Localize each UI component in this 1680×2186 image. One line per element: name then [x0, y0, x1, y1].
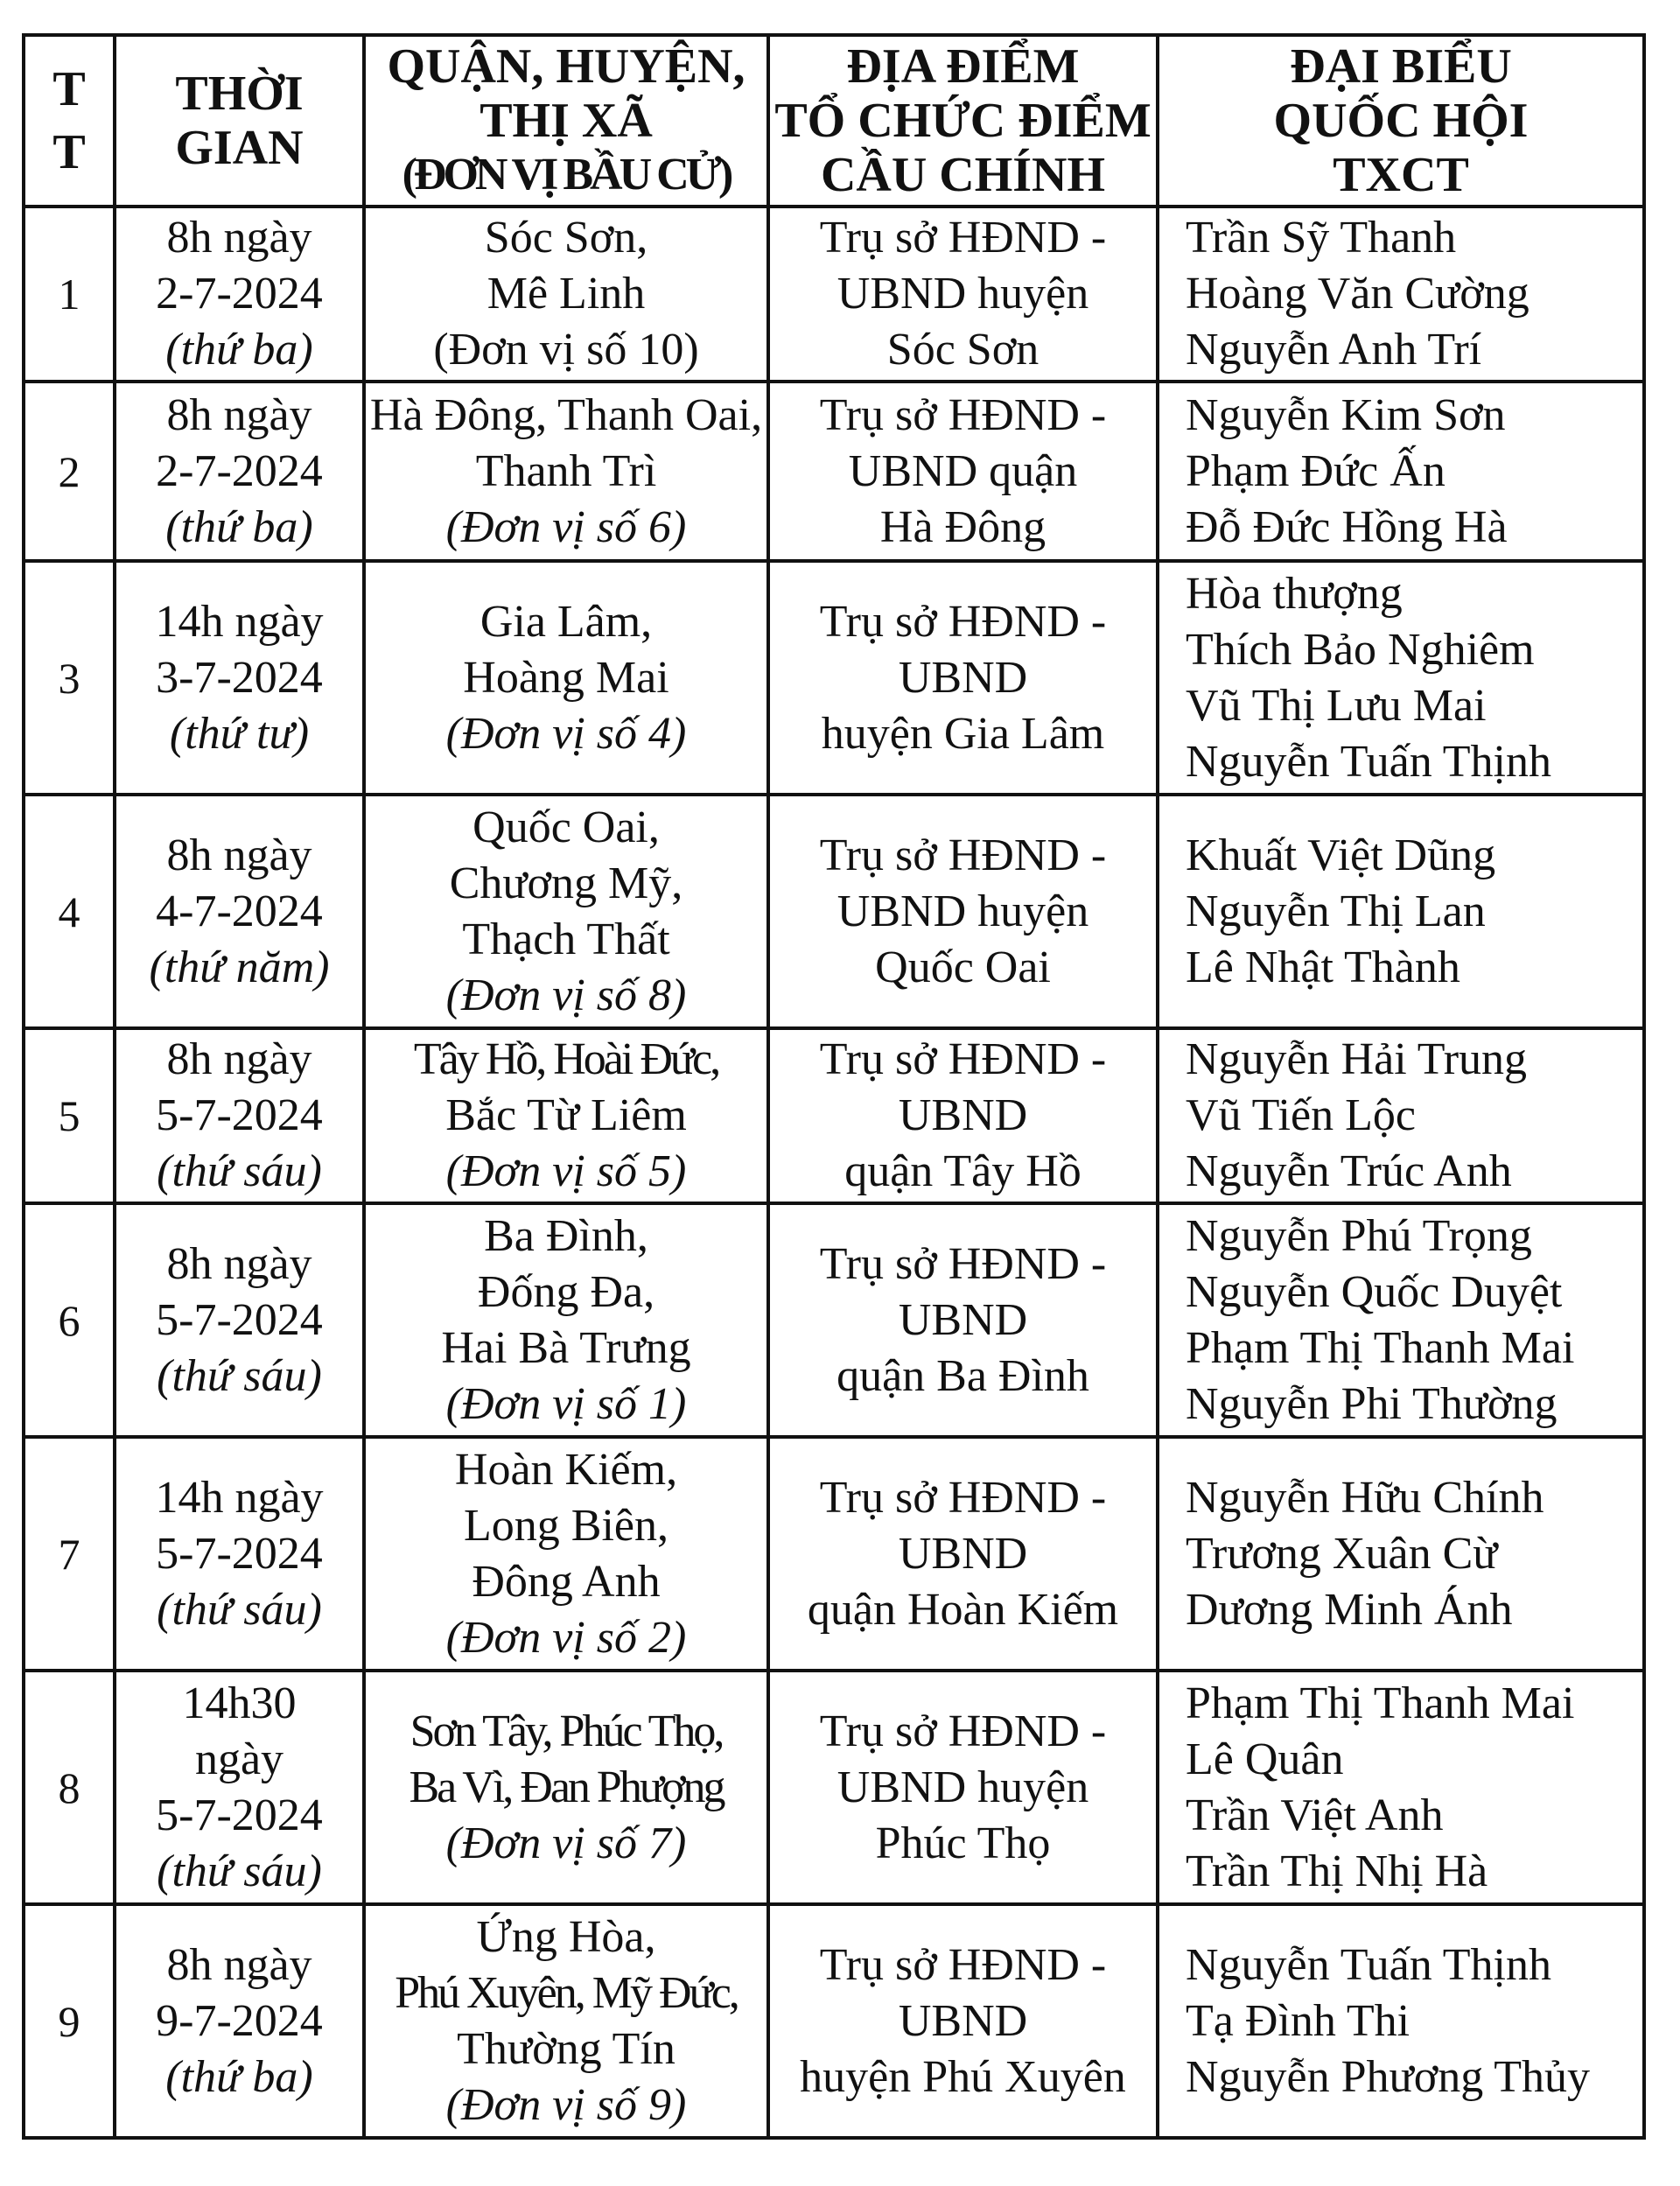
unit-number: (Đơn vị số 8) — [445, 970, 687, 1020]
row-number: 9 — [24, 1904, 115, 2138]
delegate-name: Vũ Thị Lưu Mai — [1186, 680, 1487, 731]
venue-line: Hà Đông — [879, 501, 1046, 552]
time-line: 8h ngày — [166, 389, 312, 440]
row-venue — [768, 1437, 1158, 1671]
delegate-name: Phạm Thị Thanh Mai — [1186, 1678, 1575, 1728]
row-time — [115, 795, 364, 1028]
row-electoral-unit — [364, 1904, 768, 2138]
row-time — [115, 561, 364, 795]
time-line: 5-7-2024 — [156, 1294, 323, 1345]
time-line: 8h ngày — [166, 1034, 312, 1084]
time-line: 2-7-2024 — [156, 445, 323, 496]
row-venue — [768, 1904, 1158, 2138]
unit-number: (Đơn vị số 10) — [433, 325, 699, 375]
venue-line: UBND quận — [848, 445, 1078, 496]
venue-line: UBND — [898, 652, 1028, 703]
row-electoral-unit — [364, 382, 768, 561]
row-venue — [768, 1028, 1158, 1203]
time-line: 5-7-2024 — [156, 1790, 323, 1840]
unit-number: (Đơn vị số 6) — [445, 501, 687, 552]
time-line: 8h ngày — [166, 1238, 312, 1289]
delegate-name: Nguyễn Tuấn Thịnh — [1186, 1939, 1551, 1990]
delegate-name: Nguyễn Phú Trọng — [1186, 1210, 1532, 1261]
venue-line: Trụ sở HĐND - — [819, 1238, 1107, 1289]
venue-line: Trụ sở HĐND - — [819, 1706, 1107, 1756]
row-venue — [768, 207, 1158, 382]
table-row — [24, 1671, 1644, 1904]
delegate-name: Hòa thượng — [1186, 568, 1403, 619]
row-time — [115, 1671, 364, 1904]
row-number: 1 — [24, 207, 115, 382]
row-electoral-unit — [364, 207, 768, 382]
venue-line: Trụ sở HĐND - — [819, 1034, 1107, 1084]
unit-number: (Đơn vị số 4) — [445, 708, 687, 759]
time-line: 8h ngày — [166, 1939, 312, 1990]
unit-line: Gia Lâm, — [480, 596, 653, 647]
row-time — [115, 1028, 364, 1203]
row-delegates — [1158, 207, 1644, 382]
unit-line: Thường Tín — [457, 2023, 676, 2074]
row-number: 4 — [24, 795, 115, 1028]
delegate-name: Trương Xuân Cừ — [1186, 1528, 1498, 1579]
delegate-name: Đỗ Đức Hồng Hà — [1186, 501, 1508, 552]
delegate-name: Khuất Việt Dũng — [1186, 830, 1496, 880]
table-row — [24, 795, 1644, 1028]
delegate-name: Nguyễn Phương Thủy — [1186, 2051, 1591, 2102]
unit-line: Long Biên, — [464, 1500, 668, 1551]
venue-line: UBND — [898, 1528, 1028, 1579]
time-line: 8h ngày — [166, 213, 312, 263]
unit-line: Ứng Hòa, — [476, 1911, 656, 1962]
weekday: (thứ năm) — [149, 942, 330, 992]
unit-line: Ba Vì, Đan Phượng — [409, 1762, 724, 1812]
row-number: 3 — [24, 561, 115, 795]
row-electoral-unit — [364, 561, 768, 795]
delegate-name: Nguyễn Anh Trí — [1186, 325, 1482, 375]
unit-line: Bắc Từ Liêm — [445, 1090, 687, 1140]
weekday: (thứ sáu) — [157, 1146, 322, 1196]
venue-line: UBND huyện — [836, 269, 1089, 319]
table-row — [24, 1904, 1644, 2138]
unit-line: Mê Linh — [486, 269, 646, 319]
row-electoral-unit — [364, 795, 768, 1028]
unit-line: Sóc Sơn, — [484, 213, 648, 263]
row-electoral-unit — [364, 1671, 768, 1904]
delegate-name: Nguyễn Phi Thường — [1186, 1378, 1558, 1429]
venue-line: Trụ sở HĐND - — [819, 1939, 1107, 1990]
time-line: 14h ngày — [155, 1472, 324, 1523]
row-delegates — [1158, 1671, 1644, 1904]
weekday: (thứ sáu) — [157, 1846, 322, 1896]
table-row — [24, 382, 1644, 561]
row-electoral-unit — [364, 1437, 768, 1671]
delegate-name: Lê Quân — [1186, 1734, 1344, 1784]
weekday: (thứ tư) — [169, 708, 310, 759]
venue-line: Trụ sở HĐND - — [819, 830, 1107, 880]
delegate-name: Nguyễn Quốc Duyệt — [1186, 1266, 1563, 1317]
unit-line: Đông Anh — [472, 1556, 661, 1607]
header-place: ĐỊA ĐIỂM TỔ CHỨC ĐIỂM CẦU CHÍNH — [768, 35, 1158, 207]
row-number: 8 — [24, 1671, 115, 1904]
time-line: 5-7-2024 — [156, 1528, 323, 1579]
row-number: 5 — [24, 1028, 115, 1203]
delegate-name: Nguyễn Tuấn Thịnh — [1186, 736, 1551, 787]
row-delegates — [1158, 1028, 1644, 1203]
table-row — [24, 207, 1644, 382]
row-delegates — [1158, 795, 1644, 1028]
unit-number: (Đơn vị số 7) — [445, 1818, 687, 1868]
weekday: (thứ sáu) — [157, 1350, 322, 1401]
venue-line: Trụ sở HĐND - — [819, 389, 1107, 440]
table-row — [24, 1028, 1644, 1203]
unit-line: Hoàn Kiếm, — [454, 1444, 678, 1495]
row-delegates — [1158, 382, 1644, 561]
unit-line: Hai Bà Trưng — [441, 1322, 691, 1373]
header-delegates: ĐẠI BIỂU QUỐC HỘI TXCT — [1158, 35, 1644, 207]
weekday: (thứ ba) — [165, 325, 313, 375]
delegate-name: Trần Việt Anh — [1186, 1790, 1444, 1840]
row-delegates — [1158, 561, 1644, 795]
unit-line: Tây Hồ, Hoài Đức, — [413, 1034, 719, 1084]
meeting-schedule-table — [22, 33, 1646, 2140]
venue-line: UBND huyện — [836, 1762, 1089, 1812]
unit-line: Đống Đa, — [477, 1266, 655, 1317]
unit-line: Quốc Oai, — [472, 802, 660, 852]
table-body — [24, 207, 1644, 2138]
table-row — [24, 561, 1644, 795]
header-unit: QUẬN, HUYỆN, THỊ XÃ (ĐƠN VỊ BẦU CỬ) — [364, 35, 768, 207]
unit-number: (Đơn vị số 5) — [445, 1146, 687, 1196]
weekday: (thứ ba) — [165, 501, 313, 552]
row-delegates — [1158, 1904, 1644, 2138]
delegate-name: Nguyễn Thị Lan — [1186, 886, 1486, 936]
row-venue — [768, 795, 1158, 1028]
venue-line: Trụ sở HĐND - — [819, 1472, 1107, 1523]
venue-line: UBND — [898, 1995, 1028, 2046]
unit-line: Hoàng Mai — [463, 652, 669, 703]
row-time — [115, 1437, 364, 1671]
delegate-name: Nguyễn Kim Sơn — [1186, 389, 1506, 440]
venue-line: huyện Phú Xuyên — [800, 2051, 1126, 2102]
row-number: 6 — [24, 1203, 115, 1437]
table-header-row — [24, 35, 1644, 207]
venue-line: UBND — [898, 1294, 1028, 1345]
row-time — [115, 1203, 364, 1437]
delegate-name: Nguyễn Hữu Chính — [1186, 1472, 1544, 1523]
delegate-name: Nguyễn Trúc Anh — [1186, 1146, 1512, 1196]
venue-line: huyện Gia Lâm — [821, 708, 1105, 759]
delegate-name: Phạm Thị Thanh Mai — [1186, 1322, 1575, 1373]
unit-line: Phú Xuyên, Mỹ Đức, — [395, 1967, 738, 2018]
row-time — [115, 207, 364, 382]
time-line: 4-7-2024 — [156, 886, 323, 936]
row-electoral-unit — [364, 1203, 768, 1437]
delegate-name: Trần Thị Nhị Hà — [1186, 1846, 1488, 1896]
row-venue — [768, 1203, 1158, 1437]
time-line: 8h ngày — [166, 830, 312, 880]
unit-number: (Đơn vị số 1) — [445, 1378, 687, 1429]
header-time: THỜI GIAN — [115, 35, 364, 207]
delegate-name: Phạm Đức Ấn — [1186, 445, 1446, 496]
venue-line: Quốc Oai — [875, 942, 1051, 992]
time-line: 14h30 — [182, 1678, 297, 1728]
unit-line: Thạch Thất — [462, 914, 670, 964]
venue-line: UBND huyện — [836, 886, 1089, 936]
venue-line: quận Ba Đình — [836, 1350, 1089, 1401]
venue-line: UBND — [898, 1090, 1028, 1140]
time-line: ngày — [194, 1734, 284, 1784]
venue-line: Phúc Thọ — [875, 1818, 1051, 1868]
time-line: 9-7-2024 — [156, 1995, 323, 2046]
row-number: 7 — [24, 1437, 115, 1671]
unit-line: Ba Đình, — [484, 1210, 648, 1261]
delegate-name: Tạ Đình Thi — [1186, 1995, 1410, 2046]
venue-line: quận Hoàn Kiếm — [807, 1584, 1119, 1635]
time-line: 2-7-2024 — [156, 269, 323, 319]
unit-number: (Đơn vị số 9) — [445, 2079, 687, 2130]
unit-line: Thanh Trì — [475, 445, 657, 496]
row-venue — [768, 1671, 1158, 1904]
row-time — [115, 1904, 364, 2138]
weekday: (thứ ba) — [165, 2051, 313, 2102]
delegate-name: Thích Bảo Nghiêm — [1186, 624, 1535, 675]
unit-line: Chương Mỹ, — [449, 858, 683, 908]
delegate-name: Dương Minh Ánh — [1186, 1584, 1513, 1635]
weekday: (thứ sáu) — [157, 1584, 322, 1635]
row-time — [115, 382, 364, 561]
row-venue — [768, 561, 1158, 795]
row-venue — [768, 382, 1158, 561]
unit-number: (Đơn vị số 2) — [445, 1612, 687, 1663]
venue-line: Trụ sở HĐND - — [819, 213, 1107, 263]
row-number: 2 — [24, 382, 115, 561]
table-row — [24, 1203, 1644, 1437]
unit-line: Hà Đông, Thanh Oai, — [369, 389, 763, 440]
time-line: 3-7-2024 — [156, 652, 323, 703]
header-tt: T T — [24, 35, 115, 207]
time-line: 14h ngày — [155, 596, 324, 647]
delegate-name: Vũ Tiến Lộc — [1186, 1090, 1416, 1140]
venue-line: quận Tây Hồ — [844, 1146, 1082, 1196]
delegate-name: Nguyễn Hải Trung — [1186, 1034, 1528, 1084]
delegate-name: Lê Nhật Thành — [1186, 942, 1460, 992]
delegate-name: Hoàng Văn Cường — [1186, 269, 1530, 319]
venue-line: Sóc Sơn — [886, 325, 1040, 375]
table-row — [24, 1437, 1644, 1671]
unit-line: Sơn Tây, Phúc Thọ, — [410, 1706, 723, 1756]
time-line: 5-7-2024 — [156, 1090, 323, 1140]
row-delegates — [1158, 1203, 1644, 1437]
delegate-name: Trần Sỹ Thanh — [1186, 213, 1457, 263]
row-electoral-unit — [364, 1028, 768, 1203]
venue-line: Trụ sở HĐND - — [819, 596, 1107, 647]
row-delegates — [1158, 1437, 1644, 1671]
